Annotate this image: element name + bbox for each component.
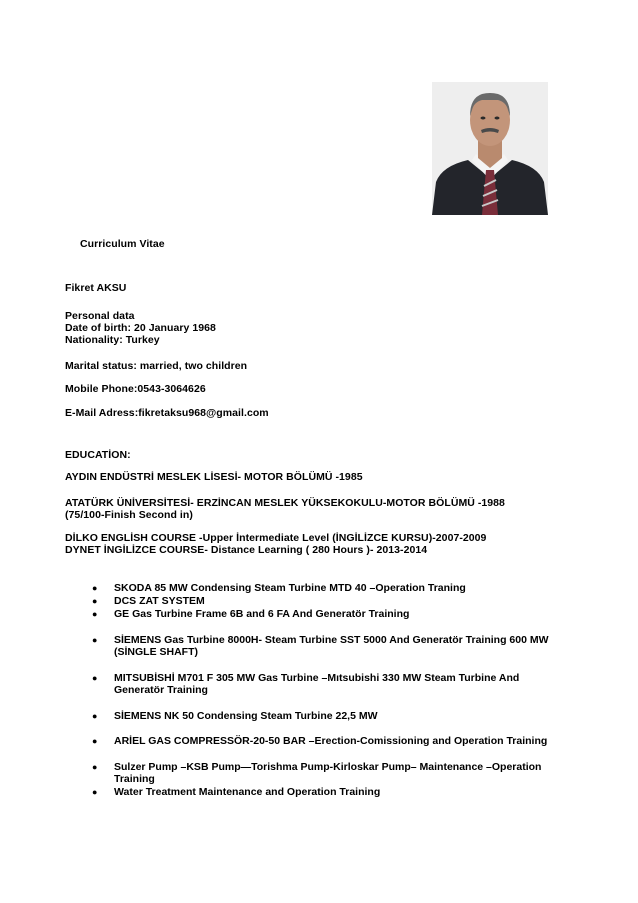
- education-item: DİLKO ENGLİSH COURSE -Upper İntermediate Level (İNGİLİZCE KURSU)-2007-2009: [65, 532, 487, 544]
- training-item: ● SKODA 85 MW Condensing Steam Turbine MTD 40 –Operation Traning: [92, 582, 466, 594]
- bullet-icon: ●: [92, 635, 98, 645]
- bullet-icon: ●: [92, 736, 98, 746]
- person-name: Fikret AKSU: [65, 282, 127, 294]
- bullet-icon: ●: [92, 762, 98, 772]
- bullet-icon: ●: [92, 673, 98, 683]
- bullet-icon: ●: [92, 596, 98, 606]
- email: E-Mail Adress:fikretaksu968@gmail.com: [65, 407, 269, 419]
- bullet-icon: ●: [92, 711, 98, 721]
- nationality: Nationality: Turkey: [65, 334, 160, 346]
- training-item: ● SİEMENS Gas Turbine 8000H- Steam Turbine SST 5000 And Generatör Training 600 MW (SİNGLE SHAFT): [92, 634, 549, 658]
- training-item: ● SİEMENS NK 50 Condensing Steam Turbine 22,5 MW: [92, 710, 378, 722]
- cv-title: Curriculum Vitae: [80, 238, 165, 250]
- education-item: AYDIN ENDÜSTRİ MESLEK LİSESİ- MOTOR BÖLÜMÜ -1985: [65, 471, 363, 483]
- date-of-birth: Date of birth: 20 January 1968: [65, 322, 216, 334]
- education-item: DYNET İNGİLİZCE COURSE- Distance Learning ( 280 Hours )- 2013-2014: [65, 544, 428, 556]
- training-item: ● GE Gas Turbine Frame 6B and 6 FA And Generatör Training: [92, 608, 410, 620]
- training-item: ● MITSUBİSHİ M701 F 305 MW Gas Turbine –Mıtsubishi 330 MW Steam Turbine And Generatör Training: [92, 672, 520, 696]
- bullet-icon: ●: [92, 787, 98, 797]
- education-item: (75/100-Finish Second in): [65, 509, 193, 521]
- bullet-icon: ●: [92, 609, 98, 619]
- profile-photo: [432, 82, 548, 215]
- training-item: ● ARİEL GAS COMPRESSÖR-20-50 BAR –Erection-Comissioning and Operation Training: [92, 735, 548, 747]
- training-item: ● Sulzer Pump –KSB Pump—Torishma Pump-Kirloskar Pump– Maintenance –Operation Training: [92, 761, 542, 785]
- training-item: ● Water Treatment Maintenance and Operation Training: [92, 786, 381, 798]
- mobile-phone: Mobile Phone:0543-3064626: [65, 383, 206, 395]
- education-heading: EDUCATİON:: [65, 449, 131, 461]
- education-item: ATATÜRK ÜNİVERSİTESİ- ERZİNCAN MESLEK YÜKSEKOKULU-MOTOR BÖLÜMÜ -1988: [65, 497, 505, 509]
- personal-data-label: Personal data: [65, 310, 135, 322]
- portrait-image: [432, 82, 548, 215]
- marital-status: Marital status: married, two children: [65, 360, 248, 372]
- bullet-icon: ●: [92, 583, 98, 593]
- training-item: ● DCS ZAT SYSTEM: [92, 595, 205, 607]
